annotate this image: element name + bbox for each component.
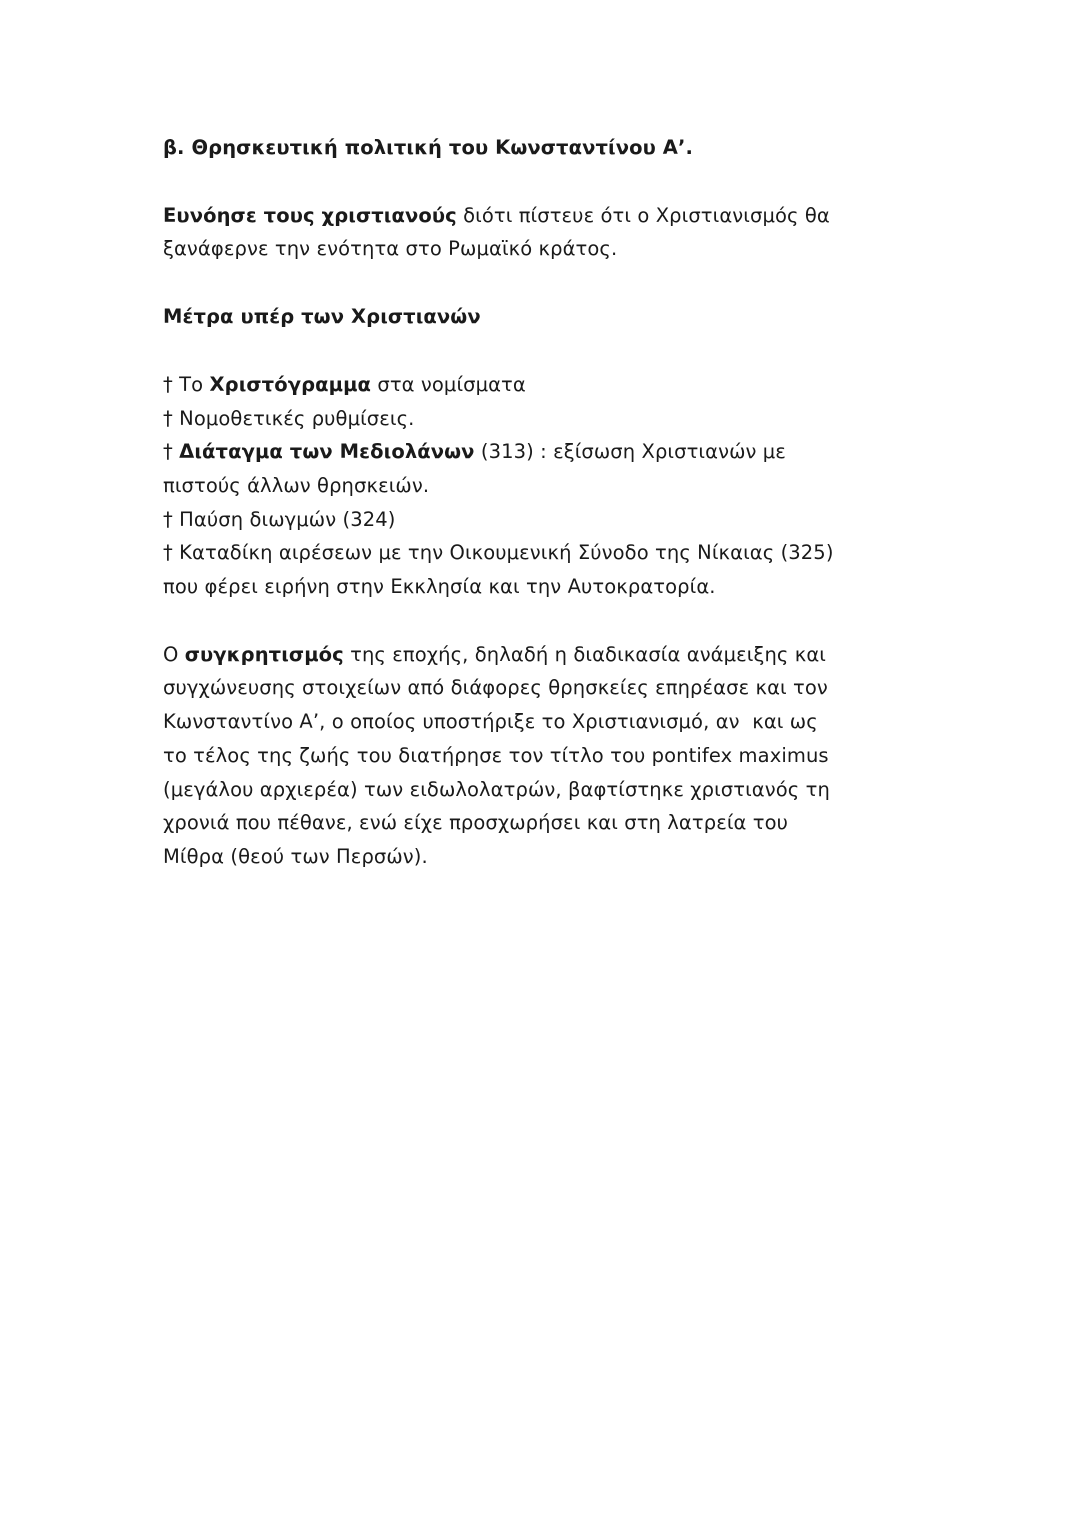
dagger-bullet-icon: † (163, 406, 180, 430)
paragraph-line: συγχώνευσης στοιχείων από διάφορες θρησκείες επηρέασε και τον (163, 676, 828, 700)
list-item: † Νομοθετικές ρυθμίσεις. (163, 406, 415, 430)
measures-heading: Μέτρα υπέρ των Χριστιανών (163, 305, 481, 329)
list-item: † Διάταγμα των Μεδιολάνων (313) : εξίσωση Χριστιανών με (163, 440, 786, 464)
list-item-continuation: που φέρει ειρήνη στην Εκκλησία και την Αυτοκρατορία. (163, 575, 716, 599)
dagger-bullet-icon: † (163, 372, 180, 396)
list-item: † Το Χριστόγραμμα στα νομίσματα (163, 372, 526, 396)
dagger-bullet-icon: † (163, 440, 180, 464)
intro-text: διότι πίστευε ότι ο Χριστιανισμός θα (456, 203, 830, 227)
list-item: † Παύση διωγμών (324) (163, 507, 396, 531)
list-item-continuation: πιστούς άλλων θρησκειών. (163, 473, 430, 497)
intro-bold: Ευνόησε τους χριστιανούς (163, 203, 457, 227)
measures-list (163, 368, 933, 604)
section-title: β. Θρησκευτική πολιτική του Κωνσταντίνου Α’. (163, 136, 693, 159)
document-page (163, 131, 933, 874)
paragraph-line: χρονιά που πέθανε, ενώ είχε προσχωρήσει και στη λατρεία του (163, 811, 789, 835)
intro-text-line2: ξανάφερνε την ενότητα στο Ρωμαϊκό κράτος. (163, 237, 618, 261)
intro-paragraph (163, 199, 933, 266)
syncretism-bold: συγκρητισμός (184, 642, 344, 666)
paragraph-line: Μίθρα (θεού των Περσών). (163, 844, 428, 868)
syncretism-paragraph: Ο συγκρητισμός της εποχής, δηλαδή η διαδικασία ανάμειξης και συγχώνευσης στοιχείων από διάφορες θρησκείες επηρέασε και τον Κωνσταντίνο Α’, ο οποίος υποστήριξε το Χριστιανισμό, αν και ως το τέλος της ζωής του διατήρησε τον τίτλο του pontifex maximus (μεγάλου αρχιερέα) των ειδωλολατρών, βαφτίστηκε χριστιανός τη χρονιά που πέθανε, ενώ είχε προσχωρήσει και στη λατρεία του Μίθρα (θεού των Περσών). (163, 638, 933, 874)
paragraph-line: το τέλος της ζωής του διατήρησε τον τίτλο του pontifex maximus (163, 743, 829, 767)
dagger-bullet-icon: † (163, 541, 180, 565)
paragraph-line: (μεγάλου αρχιερέα) των ειδωλολατρών, βαφτίστηκε χριστιανός τη (163, 777, 830, 801)
dagger-bullet-icon: † (163, 507, 180, 531)
list-item: † Καταδίκη αιρέσεων με την Οικουμενική Σύνοδο της Νίκαιας (325) (163, 541, 834, 565)
paragraph-line: Κωνσταντίνο Α’, ο οποίος υποστήριξε το Χριστιανισμό, αν και ως (163, 710, 818, 734)
